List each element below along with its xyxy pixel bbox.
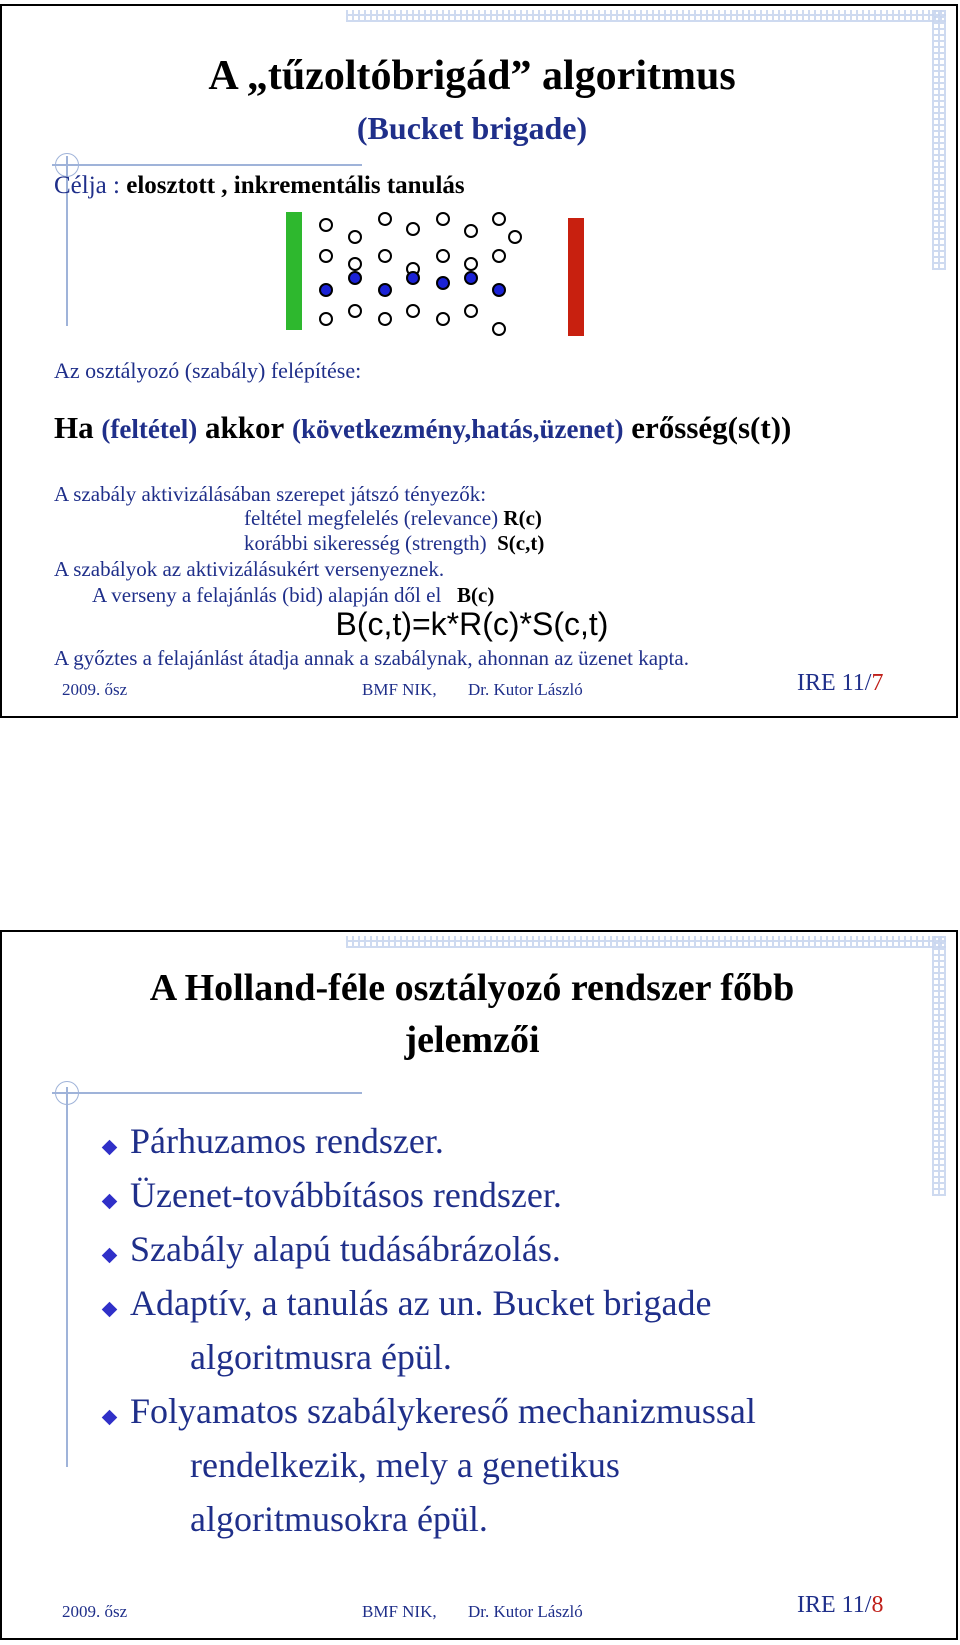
active-rule-node [436, 276, 450, 290]
rule-node [319, 218, 333, 232]
rule-strength: erősség(s(t)) [631, 410, 792, 445]
course-code: IRE 11/ [797, 1592, 872, 1618]
footer-org: BMF NIK, [362, 1602, 437, 1621]
compete-line: A szabályok az aktivizálásukért versenyeznek. [54, 557, 445, 581]
rule-node [492, 212, 506, 226]
rule-node [378, 312, 392, 326]
list-item: Adaptív, a tanulás az un. Bucket brigade [130, 1283, 712, 1323]
slide-title-line2: jelemzői [404, 1019, 540, 1061]
corner-decoration [346, 936, 946, 948]
rule-node [508, 230, 522, 244]
divider-ring [55, 1081, 79, 1105]
slide-number [797, 1592, 883, 1619]
diamond-bullet-icon [102, 1302, 118, 1318]
bid-formula: B(c,t)=k*R(c)*S(c,t) [335, 606, 609, 642]
rule-node [348, 257, 362, 271]
slide-8 [0, 930, 958, 1640]
active-rule-node [464, 271, 478, 285]
rule-node [464, 224, 478, 238]
slide-subtitle: (Bucket brigade) [356, 110, 588, 146]
rule-node [464, 304, 478, 318]
factor-strength-symbol: S(c,t) [497, 531, 545, 555]
rule-condition: (feltétel) [101, 414, 198, 444]
rule-node [436, 212, 450, 226]
rule-node [319, 249, 333, 263]
diamond-bullet-icon [102, 1194, 118, 1210]
page-number: 7 [871, 670, 884, 696]
goal-line [54, 172, 465, 200]
slide-number [797, 670, 883, 697]
rule-node [406, 304, 420, 318]
factor-strength-text: korábbi sikeresség (strength) [244, 531, 487, 555]
list-item: Szabály alapú tudásábrázolás. [130, 1229, 561, 1269]
corner-decoration [346, 10, 946, 22]
footer-author: Dr. Kutor László [468, 1602, 583, 1621]
footer-date: 2009. ősz [62, 1602, 128, 1621]
active-rule-node [406, 271, 420, 285]
active-rule-node [348, 271, 362, 285]
factor-relevance [244, 506, 542, 531]
factor-strength [244, 531, 544, 556]
title-divider [52, 1092, 362, 1094]
title-divider [52, 164, 362, 166]
rule-node [464, 257, 478, 271]
diamond-bullet-icon [102, 1140, 118, 1156]
rule-node [492, 249, 506, 263]
sink-bar [568, 218, 584, 336]
rule-node [319, 312, 333, 326]
list-item: Folyamatos szabálykereső mechanizmussal [130, 1391, 756, 1431]
footer-org: BMF NIK, [362, 680, 437, 699]
bid-symbol: B(c) [457, 583, 495, 607]
rule-node [378, 212, 392, 226]
diamond-bullet-icon [102, 1248, 118, 1264]
rule-node [436, 249, 450, 263]
page-number: 8 [871, 1592, 884, 1618]
bid-text: A verseny a felajánlás (bid) alapján dől el [92, 583, 442, 607]
footer-author: Dr. Kutor László [468, 680, 583, 699]
course-code: IRE 11/ [797, 670, 872, 696]
slide-title: A „tűzoltóbrigád” algoritmus [208, 53, 736, 99]
list-item: Párhuzamos rendszer. [130, 1121, 444, 1161]
source-bar [286, 212, 302, 330]
list-item-continuation: algoritmusra épül. [190, 1337, 452, 1377]
active-rule-node [492, 283, 506, 297]
slide-7 [0, 4, 958, 718]
rule-node [378, 249, 392, 263]
rule-node [406, 222, 420, 236]
rule-node [348, 230, 362, 244]
rule-node [492, 322, 506, 336]
rule-node [348, 304, 362, 318]
factors-intro: A szabály aktivizálásában szerepet játszó tényezők: [54, 482, 487, 506]
factor-relevance-text: feltétel megfelelés (relevance) [244, 506, 499, 530]
diamond-bullet-icon [102, 1410, 118, 1426]
rule-node [436, 312, 450, 326]
rule-if: Ha [54, 410, 94, 445]
build-label: Az osztályozó (szabály) felépítése: [54, 358, 362, 383]
list-item-continuation: algoritmusokra épül. [190, 1499, 488, 1539]
rule-then: akkor [205, 410, 285, 445]
slide-title-line1: A Holland-féle osztályozó rendszer főbb [149, 967, 795, 1009]
goal-label: Célja : [54, 172, 127, 199]
left-rule [66, 1087, 68, 1467]
list-item: Üzenet-továbbításos rendszer. [130, 1175, 562, 1215]
active-rule-node [319, 283, 333, 297]
rule-line [54, 410, 791, 446]
winner-line: A győztes a felajánlást átadja annak a szabálynak, ahonnan az üzenet kapta. [54, 646, 689, 670]
list-item-continuation: rendelkezik, mely a genetikus [190, 1445, 620, 1485]
factor-relevance-symbol: R(c) [503, 506, 542, 530]
goal-text: elosztott , inkrementális tanulás [126, 172, 465, 199]
rule-consequence: (következmény,hatás,üzenet) [292, 414, 624, 444]
bid-line [92, 583, 494, 608]
footer-date: 2009. ősz [62, 680, 128, 699]
active-rule-node [378, 283, 392, 297]
